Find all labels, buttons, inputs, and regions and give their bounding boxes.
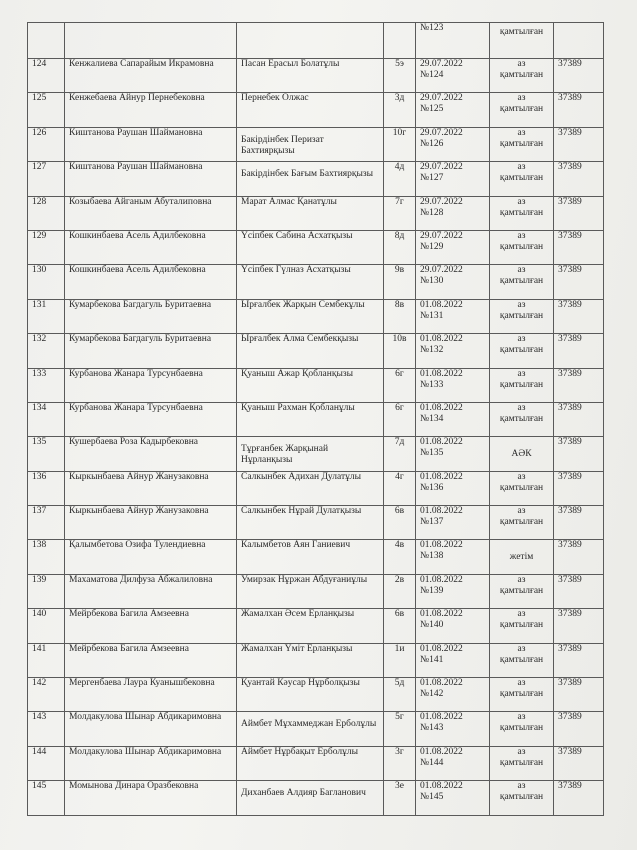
class-cell: 4г <box>384 471 416 505</box>
date-text: 29.07.2022 <box>420 196 463 207</box>
code-cell: 37389 <box>554 471 604 505</box>
table-row <box>28 506 604 540</box>
code-cell: 37389 <box>554 643 604 677</box>
date-cell <box>416 59 490 93</box>
order-number: №134 <box>420 413 444 424</box>
parent-cell: Мергенбаева Лаура Куанышбековна <box>65 678 237 712</box>
status-line-2: қамтылған <box>499 585 544 596</box>
status-line-1: аз <box>517 643 526 654</box>
status-line-2: қамтылған <box>499 413 544 424</box>
date-text: 01.08.2022 <box>420 540 463 551</box>
parent-cell: Курбанова Жанара Турсунбаевна <box>65 368 237 402</box>
date-cell <box>416 162 490 196</box>
code-cell: 37389 <box>554 127 604 161</box>
status-line-2: қамтылған <box>499 138 544 149</box>
num-cell: 134 <box>28 402 65 436</box>
status-line-2: қамтылған <box>499 310 544 321</box>
status-cell <box>490 265 554 299</box>
code-cell: 37389 <box>554 265 604 299</box>
class-cell: 1и <box>384 643 416 677</box>
date-cell <box>416 609 490 643</box>
child-cell: Аймбет Мұхаммеджан Ерболұлы <box>237 712 384 746</box>
child-cell: Салкынбек Адихан Дулатұлы <box>237 471 384 505</box>
num-cell: 124 <box>28 59 65 93</box>
order-number: №130 <box>420 276 444 287</box>
order-number: №139 <box>420 585 444 596</box>
class-cell: 3г <box>384 746 416 780</box>
parent-cell: Киштанова Раушан Шаймановна <box>65 127 237 161</box>
num-cell: 130 <box>28 265 65 299</box>
status-line-1: аз <box>517 334 526 345</box>
date-cell <box>416 127 490 161</box>
status-line-1: аз <box>517 402 526 413</box>
date-cell <box>416 334 490 368</box>
parent-cell: Кыркынбаева Айнур Жанузаковна <box>65 471 237 505</box>
parent-cell: Молдакулова Шынар Абдикаримовна <box>65 746 237 780</box>
status-line-1: аз <box>517 368 526 379</box>
status-cell <box>490 746 554 780</box>
table-row <box>28 574 604 608</box>
table-row <box>28 746 604 780</box>
order-number: №137 <box>420 517 444 528</box>
child-cell: Үсіпбек Сабина Асхатқызы <box>237 230 384 264</box>
date-cell <box>416 299 490 333</box>
child-cell <box>237 23 384 59</box>
status-line-1: аз <box>517 471 526 482</box>
status-cell <box>490 196 554 230</box>
status-cell <box>490 162 554 196</box>
code-cell: 37389 <box>554 299 604 333</box>
date-text: 01.08.2022 <box>420 574 463 585</box>
table-row <box>28 23 604 59</box>
order-number: №127 <box>420 173 444 184</box>
parent-cell: Киштанова Раушан Шаймановна <box>65 162 237 196</box>
date-cell <box>416 574 490 608</box>
date-text: 01.08.2022 <box>420 712 463 723</box>
table-row <box>28 643 604 677</box>
date-cell <box>416 506 490 540</box>
status-cell <box>490 574 554 608</box>
table-row <box>28 609 604 643</box>
parent-cell: Кумарбекова Багдагуль Буритаевна <box>65 334 237 368</box>
table-row <box>28 162 604 196</box>
num-cell: 127 <box>28 162 65 196</box>
parent-cell: Кошкинбаева Асель Адилбековна <box>65 230 237 264</box>
num-cell: 132 <box>28 334 65 368</box>
order-number: №124 <box>420 70 444 80</box>
status-cell <box>490 402 554 436</box>
status-cell <box>490 127 554 161</box>
code-cell: 37389 <box>554 506 604 540</box>
status-line-2: қамтылған <box>499 689 544 700</box>
code-cell: 37389 <box>554 540 604 574</box>
date-cell <box>416 781 490 815</box>
table-row <box>28 127 604 161</box>
status-line-1: аз <box>517 265 526 276</box>
num-cell: 141 <box>28 643 65 677</box>
status-line-1: аз <box>517 506 526 517</box>
num-cell: 140 <box>28 609 65 643</box>
status-line-2: қамтылған <box>499 379 544 390</box>
parent-cell: Кенжалиева Сапарайым Икрамовна <box>65 59 237 93</box>
status-line-2: қамтылған <box>499 207 544 218</box>
num-cell: 137 <box>28 506 65 540</box>
num-cell: 133 <box>28 368 65 402</box>
num-cell: 129 <box>28 230 65 264</box>
status-line-2: қамтылған <box>499 654 544 665</box>
date-cell <box>416 712 490 746</box>
table-row <box>28 265 604 299</box>
status-line-1: аз <box>517 162 526 173</box>
parent-cell: Курбанова Жанара Турсунбаевна <box>65 402 237 436</box>
num-cell: 143 <box>28 712 65 746</box>
status-cell <box>490 59 554 93</box>
date-cell <box>416 746 490 780</box>
num-cell: 139 <box>28 574 65 608</box>
code-cell: 37389 <box>554 368 604 402</box>
order-number: №126 <box>420 138 444 149</box>
status-cell <box>490 506 554 540</box>
status-cell <box>490 230 554 264</box>
date-text: 01.08.2022 <box>420 678 463 689</box>
date-cell <box>416 402 490 436</box>
status-cell <box>490 334 554 368</box>
date-text: 01.08.2022 <box>420 402 463 413</box>
status-line-2: қамтылған <box>499 792 544 803</box>
date-text: 01.08.2022 <box>420 471 463 482</box>
date-text: 01.08.2022 <box>420 609 463 620</box>
class-cell: 6в <box>384 609 416 643</box>
class-cell: 3е <box>384 781 416 815</box>
child-cell: Аймбет Нұрбақыт Ерболұлы <box>237 746 384 780</box>
num-cell: 142 <box>28 678 65 712</box>
table-row <box>28 230 604 264</box>
class-cell: 10г <box>384 127 416 161</box>
table-row <box>28 437 604 471</box>
table-row <box>28 93 604 127</box>
status-line-1: аз <box>517 678 526 689</box>
status-cell <box>490 678 554 712</box>
status-cell <box>490 299 554 333</box>
class-cell: 3д <box>384 93 416 127</box>
beneficiary-table <box>27 22 604 816</box>
child-cell: Бакірдінбек Перизат Бахтиярқызы <box>237 127 384 161</box>
order-number: №125 <box>420 104 444 115</box>
order-number: №143 <box>420 723 444 734</box>
class-cell: 5э <box>384 59 416 93</box>
status-cell <box>490 643 554 677</box>
child-cell: Жамалхан Үміт Ерланқызы <box>237 643 384 677</box>
order-number: №131 <box>420 310 444 321</box>
code-cell: 37389 <box>554 162 604 196</box>
date-cell <box>416 196 490 230</box>
order-number: №138 <box>420 551 444 562</box>
status-cell <box>490 781 554 815</box>
table-row <box>28 334 604 368</box>
date-cell <box>416 93 490 127</box>
parent-cell: Мейрбекова Багила Амзеевна <box>65 643 237 677</box>
date-text: 29.07.2022 <box>420 265 463 276</box>
date-text: 29.07.2022 <box>420 162 463 173</box>
status-cell: қамтылған <box>490 23 554 59</box>
date-text: 01.08.2022 <box>420 643 463 654</box>
code-cell: 37389 <box>554 746 604 780</box>
child-cell: Ырғалбек Жарқын Сембекұлы <box>237 299 384 333</box>
parent-cell: Мейрбекова Багила Амзеевна <box>65 609 237 643</box>
status-cell <box>490 712 554 746</box>
order-number: №145 <box>420 792 444 803</box>
code-cell: 37389 <box>554 402 604 436</box>
table-row <box>28 402 604 436</box>
code-cell: 37389 <box>554 437 604 471</box>
child-cell: Салкынбек Нұрай Дулатқызы <box>237 506 384 540</box>
num-cell: 144 <box>28 746 65 780</box>
date-cell <box>416 678 490 712</box>
class-cell: 2в <box>384 574 416 608</box>
date-text: 01.08.2022 <box>420 746 463 757</box>
code-cell: 37389 <box>554 93 604 127</box>
table-row <box>28 712 604 746</box>
order-number: №144 <box>420 757 444 768</box>
date-text: 01.08.2022 <box>420 334 463 345</box>
code-cell: 37389 <box>554 781 604 815</box>
date-text: 01.08.2022 <box>420 506 463 517</box>
order-number: №123 <box>420 23 444 33</box>
code-cell: 37389 <box>554 609 604 643</box>
date-cell <box>416 437 490 471</box>
status-cell <box>490 368 554 402</box>
num-cell <box>28 23 65 59</box>
child-cell: Калымбетов Аян Ганиевич <box>237 540 384 574</box>
parent-cell: Қалымбетова Озифа Тулендиевна <box>65 540 237 574</box>
order-number: №128 <box>420 207 444 218</box>
status-line-2: қамтылған <box>499 173 544 184</box>
date-cell <box>416 643 490 677</box>
status-cell <box>490 540 554 574</box>
status-line-1: АӘК <box>511 449 532 460</box>
status-line-2: қамтылған <box>499 517 544 528</box>
order-number: №141 <box>420 654 444 665</box>
code-cell: 37389 <box>554 574 604 608</box>
child-cell: Умирзак Нұржан Абдуғаниұлы <box>237 574 384 608</box>
class-cell: 5д <box>384 678 416 712</box>
code-cell: 37389 <box>554 59 604 93</box>
class-cell: 9в <box>384 265 416 299</box>
order-number: №129 <box>420 241 444 252</box>
class-cell: 7г <box>384 196 416 230</box>
num-cell: 136 <box>28 471 65 505</box>
date-text: 01.08.2022 <box>420 781 463 792</box>
status-line-2: қамтылған <box>499 345 544 356</box>
child-cell: Қуаныш Ажар Қобланқызы <box>237 368 384 402</box>
class-cell: 8д <box>384 230 416 264</box>
status-line-1: аз <box>517 127 526 138</box>
class-cell: 4в <box>384 540 416 574</box>
num-cell: 128 <box>28 196 65 230</box>
status-line-1: аз <box>517 781 526 792</box>
table-row <box>28 299 604 333</box>
order-number: №142 <box>420 689 444 700</box>
status-line-2: қамтылған <box>499 757 544 768</box>
order-number: №140 <box>420 620 444 631</box>
order-number: №133 <box>420 379 444 390</box>
child-cell: Үсіпбек Гүлназ Асхатқызы <box>237 265 384 299</box>
class-cell: 8в <box>384 299 416 333</box>
child-cell: Пасан Ерасыл Болатұлы <box>237 59 384 93</box>
status-line-1: аз <box>517 299 526 310</box>
date-text: 01.08.2022 <box>420 437 463 448</box>
parent-cell: Кумарбекова Багдагуль Буритаевна <box>65 299 237 333</box>
child-cell: Қуаныш Рахман Қобланұлы <box>237 402 384 436</box>
table-row <box>28 368 604 402</box>
child-cell: Жамалхан Әсем Ерланқызы <box>237 609 384 643</box>
num-cell: 125 <box>28 93 65 127</box>
status-line-1: аз <box>517 712 526 723</box>
parent-cell: Кыркынбаева Айнур Жанузаковна <box>65 506 237 540</box>
class-cell: 10в <box>384 334 416 368</box>
num-cell: 131 <box>28 299 65 333</box>
status-cell <box>490 93 554 127</box>
parent-cell: Момынова Динара Оразбековна <box>65 781 237 815</box>
status-cell <box>490 609 554 643</box>
parent-cell: Махаматова Дилфуза Абжалиловна <box>65 574 237 608</box>
class-cell: 6г <box>384 368 416 402</box>
order-number: №132 <box>420 345 444 356</box>
code-cell: 37389 <box>554 334 604 368</box>
date-cell <box>416 23 490 59</box>
date-cell <box>416 368 490 402</box>
parent-cell: Молдакулова Шынар Абдикаримовна <box>65 712 237 746</box>
code-cell <box>554 23 604 59</box>
status-line-2: қамтылған <box>499 70 544 80</box>
parent-cell: Кошкинбаева Асель Адилбековна <box>65 265 237 299</box>
class-cell: 4д <box>384 162 416 196</box>
date-text: 29.07.2022 <box>420 59 463 69</box>
class-cell: 5г <box>384 712 416 746</box>
status-line-1: аз <box>517 93 526 104</box>
table-row <box>28 471 604 505</box>
date-text: 01.08.2022 <box>420 368 463 379</box>
status-cell <box>490 437 554 471</box>
parent-cell: Кенжебаева Айнур Пернебековна <box>65 93 237 127</box>
child-cell: Қуантай Кәусар Нұрболқызы <box>237 678 384 712</box>
status-line-2: қамтылған <box>499 620 544 631</box>
child-cell: Бакірдінбек Бағым Бахтиярқызы <box>237 162 384 196</box>
status-line-1: аз <box>517 746 526 757</box>
date-text: 01.08.2022 <box>420 299 463 310</box>
status-line-1: аз <box>517 59 526 69</box>
status-line-2: қамтылған <box>499 276 544 287</box>
status-line-1: аз <box>517 609 526 620</box>
date-cell <box>416 471 490 505</box>
class-cell: 6г <box>384 402 416 436</box>
status-line-2: қамтылған <box>499 104 544 115</box>
code-cell: 37389 <box>554 678 604 712</box>
date-cell <box>416 265 490 299</box>
num-cell: 126 <box>28 127 65 161</box>
status-line-1: аз <box>517 196 526 207</box>
date-text: 29.07.2022 <box>420 230 463 241</box>
code-cell: 37389 <box>554 196 604 230</box>
child-cell: Диханбаев Алдияр Багланович <box>237 781 384 815</box>
table-row <box>28 196 604 230</box>
code-cell: 37389 <box>554 712 604 746</box>
status-line-2: қамтылған <box>499 482 544 493</box>
table-row <box>28 781 604 815</box>
date-text: 29.07.2022 <box>420 93 463 104</box>
child-cell: Марат Алмас Қанатұлы <box>237 196 384 230</box>
child-cell: Пернебек Олжас <box>237 93 384 127</box>
status-line-2: қамтылған <box>499 241 544 252</box>
date-text: 29.07.2022 <box>420 127 463 138</box>
table-row <box>28 540 604 574</box>
code-cell: 37389 <box>554 230 604 264</box>
status-line-1: жетім <box>509 552 534 563</box>
num-cell: 138 <box>28 540 65 574</box>
class-cell: 6в <box>384 506 416 540</box>
child-cell: Ырғалбек Алма Сембекқызы <box>237 334 384 368</box>
order-number: №135 <box>420 448 444 459</box>
table-row <box>28 59 604 93</box>
status-line-1: аз <box>517 230 526 241</box>
child-cell: Тұрғанбек Жарқынай Нұрланқызы <box>237 437 384 471</box>
num-cell: 145 <box>28 781 65 815</box>
status-line-2: қамтылған <box>499 723 544 734</box>
date-cell <box>416 540 490 574</box>
status-cell <box>490 471 554 505</box>
parent-cell: Козыбаева Айганым Абуталиповна <box>65 196 237 230</box>
parent-cell <box>65 23 237 59</box>
order-number: №136 <box>420 482 444 493</box>
num-cell: 135 <box>28 437 65 471</box>
date-cell <box>416 230 490 264</box>
table-row <box>28 678 604 712</box>
class-cell <box>384 23 416 59</box>
class-cell: 7д <box>384 437 416 471</box>
status-line-1: аз <box>517 574 526 585</box>
parent-cell: Кушербаева Роза Кадырбековна <box>65 437 237 471</box>
